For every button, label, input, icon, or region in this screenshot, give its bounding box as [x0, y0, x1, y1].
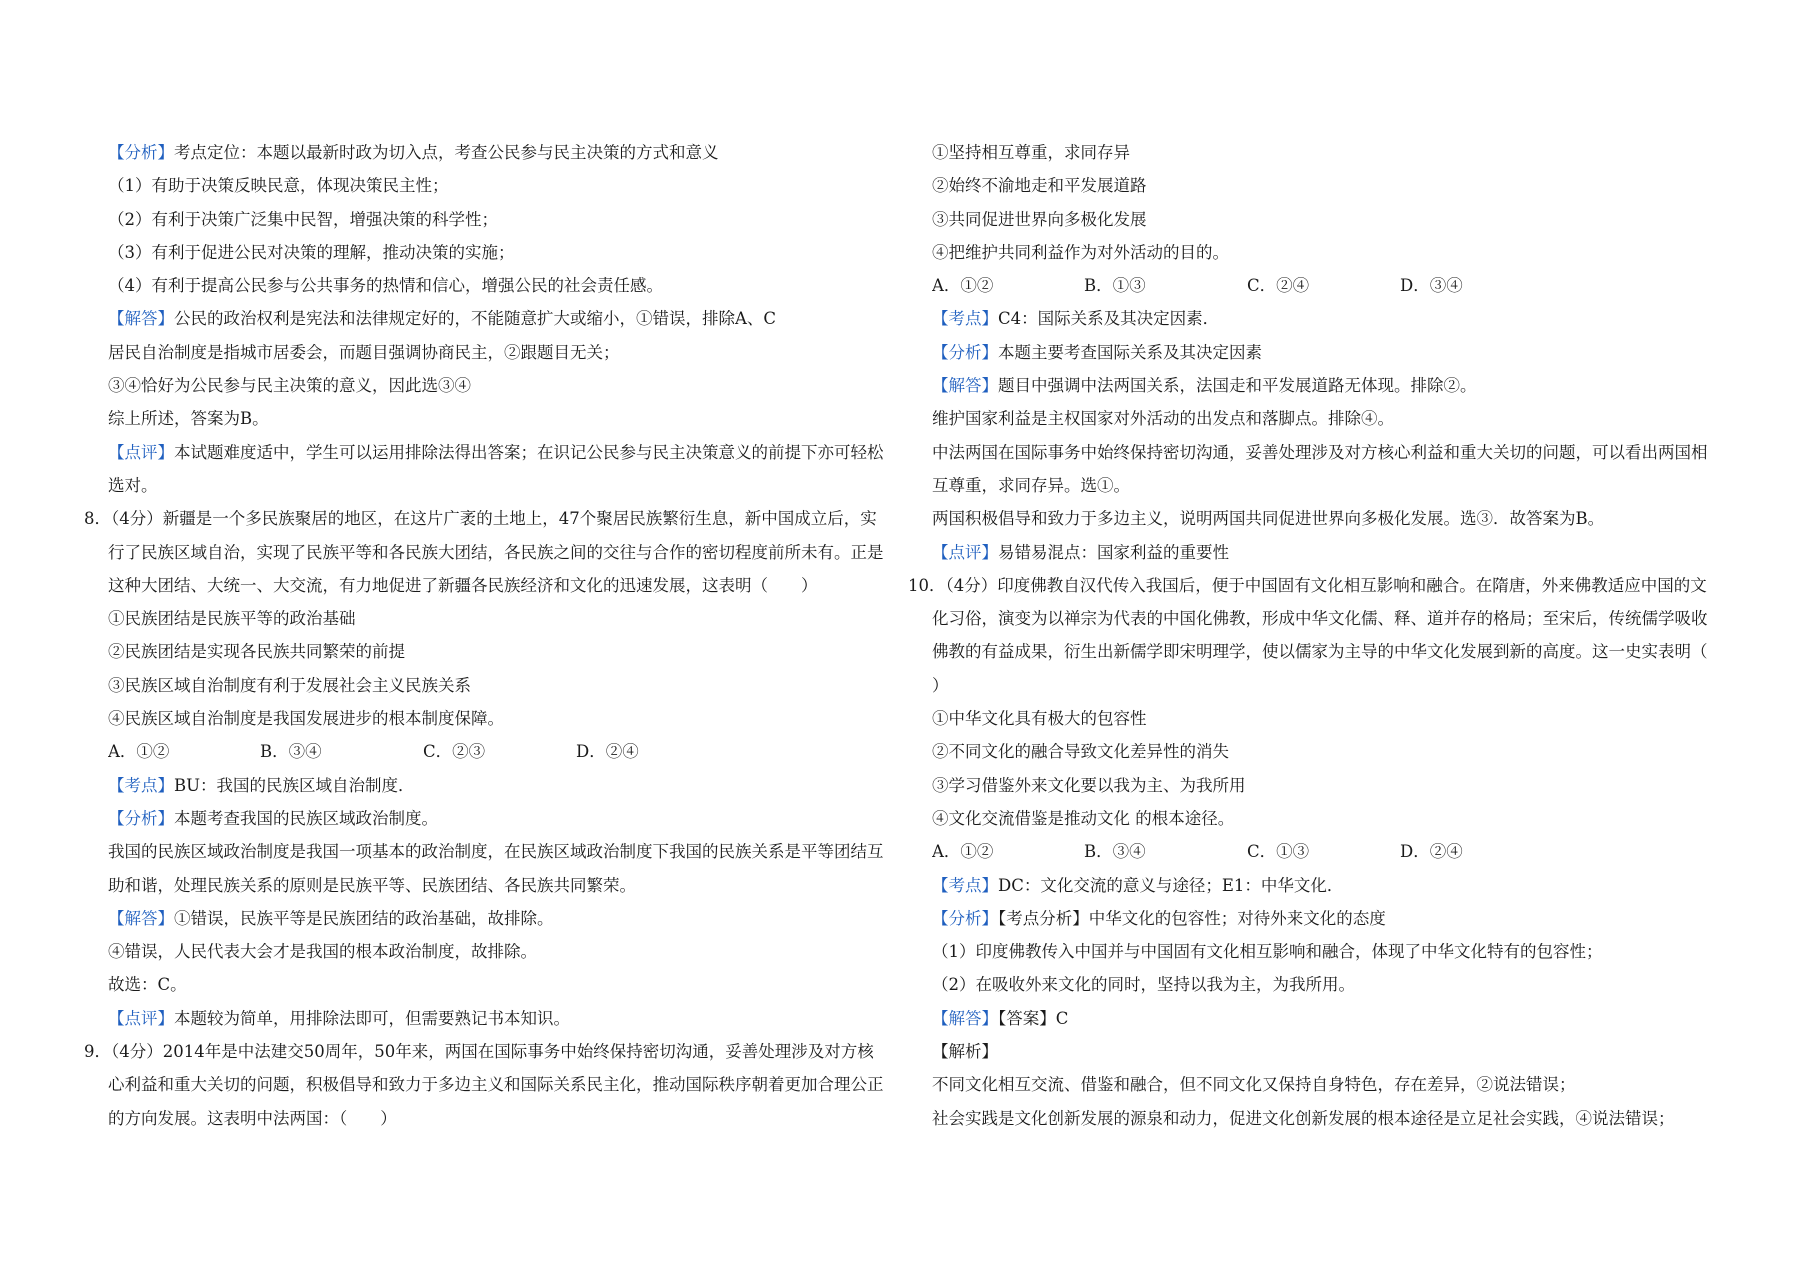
q9-analysis-text: 本题主要考查国际关系及其决定因素	[998, 342, 1262, 362]
tag-comment: 点评	[124, 1008, 158, 1028]
tag-bracket: 】	[981, 908, 998, 928]
tag-bracket: 】	[981, 1008, 998, 1028]
option-a[interactable]: A．①②	[108, 742, 170, 762]
q7-comment-line	[108, 436, 908, 469]
option-b[interactable]: B．③④	[260, 742, 322, 762]
right-column	[908, 136, 1732, 1135]
tag-bracket: 【	[108, 442, 125, 462]
q9-options	[932, 269, 1732, 302]
statement-1: ①民族团结是民族平等的政治基础	[108, 609, 356, 629]
tag-comment: 点评	[948, 542, 982, 562]
tag-bracket: 】	[157, 309, 174, 329]
text-line: 这种大团结、大统一、大交流，有力地促进了新疆各民族经济和文化的迅速发展，这表明（ ）	[108, 575, 818, 595]
tag-kaodian: 考点	[948, 875, 982, 895]
text-line: 两国积极倡导和致力于多边主义，说明两国共同促进世界向多极化发展。选③．故答案为B。	[932, 509, 1605, 529]
text-line: 中法两国在国际事务中始终保持密切沟通，妥善处理涉及对方核心利益和重大关切的问题，可以看出两国相	[932, 442, 1708, 462]
tag-bracket: 【	[108, 143, 125, 162]
q8-answer-line	[108, 902, 908, 935]
q10-answer-text: 【答案】C	[998, 1008, 1069, 1028]
option-b[interactable]: B．③④	[1084, 842, 1146, 862]
tag-bracket: 【	[932, 309, 949, 329]
option-c[interactable]: C．②④	[1247, 276, 1310, 296]
tag-kaodian: 考点	[124, 775, 158, 795]
q10-answer-line	[932, 1002, 1732, 1035]
option-c[interactable]: C．②③	[423, 742, 486, 762]
text-line: ④错误，人民代表大会才是我国的根本政治制度，故排除。	[108, 942, 537, 962]
tag-bracket: 】	[981, 875, 998, 895]
tag-answer: 解答	[948, 1008, 982, 1028]
statement-2: ②民族团结是实现各民族共同繁荣的前提	[108, 642, 405, 662]
text-line: 选对。	[108, 475, 158, 495]
tag-bracket: 【	[932, 908, 949, 928]
text-line: ③④恰好为公民参与民主决策的意义，因此选③④	[108, 376, 471, 396]
tag-analysis: 分析	[124, 143, 158, 162]
tag-answer: 解答	[948, 376, 982, 396]
tag-bracket: 】	[981, 376, 998, 396]
text-line: 心利益和重大关切的问题，积极倡导和致力于多边主义和国际关系民主化，推动国际秩序朝着更加合理公正	[108, 1075, 884, 1095]
tag-bracket: 】	[157, 808, 174, 828]
q8-kaodian-text: BU：我国的民族区域自治制度．	[174, 775, 415, 795]
text-line: 佛教的有益成果，衍生出新儒学即宋明理学，使以儒家为主导的中华文化发展到新的高度。这一史实表明（	[932, 642, 1708, 662]
q9-answer-text: 题目中强调中法两国关系，法国走和平发展道路无体现。排除②。	[998, 376, 1477, 396]
text-line: （2）在吸收外来文化的同时，坚持以我为主，为我所用。	[932, 975, 1355, 995]
tag-bracket: 【	[932, 875, 949, 895]
question-8-stem: 8．（4分）新疆是一个多民族聚居的地区，在这片广袤的土地上，47个聚居民族繁衍生息，新中国成立后，实	[84, 509, 877, 529]
q7-answer-text: 公民的政治权利是宪法和法律规定好的，不能随意扩大或缩小，①错误，排除A、C	[174, 309, 777, 329]
q10-explanation-label: 【解析】	[932, 1042, 998, 1062]
statement-4: ④文化交流借鉴是推动文化 的根本途径。	[932, 808, 1235, 828]
tag-bracket: 】	[981, 542, 998, 562]
text-line: （4）有利于提高公民参与公共事务的热情和信心，增强公民的社会责任感。	[108, 276, 663, 296]
option-a[interactable]: A．①②	[932, 842, 994, 862]
statement-3: ③共同促进世界向多极化发展	[932, 209, 1147, 229]
text-line: 社会实践是文化创新发展的源泉和动力，促进文化创新发展的根本途径是立足社会实践，④说法错误；	[932, 1108, 1675, 1128]
q8-analysis-line	[108, 802, 908, 835]
q10-options	[932, 835, 1732, 868]
q7-answer-line	[108, 302, 908, 335]
q8-analysis-text: 本题考查我国的民族区域政治制度。	[174, 808, 438, 828]
question-9-stem: 9．（4分）2014年是中法建交50周年，50年来，两国在国际事务中始终保持密切沟通，妥善处理涉及对方核	[84, 1042, 874, 1062]
text-line: 维护国家利益是主权国家对外活动的出发点和落脚点。排除④。	[932, 409, 1394, 429]
text-line: （1）有助于决策反映民意，体现决策民主性；	[108, 176, 449, 196]
tag-answer: 解答	[124, 309, 158, 329]
tag-comment: 点评	[124, 442, 158, 462]
option-a[interactable]: A．①②	[932, 276, 994, 296]
q10-kaodian-text: DC：文化交流的意义与途径；E1：中华文化．	[998, 875, 1344, 895]
text-line: 互尊重，求同存异。选①。	[932, 475, 1130, 495]
text-line: ）	[932, 675, 949, 695]
text-line: （2）有利于决策广泛集中民智，增强决策的科学性；	[108, 209, 498, 229]
tag-bracket: 】	[981, 342, 998, 362]
q10-analysis-text: 【考点分析】中华文化的包容性；对待外来文化的态度	[998, 908, 1386, 928]
statement-4: ④把维护共同利益作为对外活动的目的。	[932, 242, 1229, 262]
tag-bracket: 【	[108, 775, 125, 795]
option-d[interactable]: D．②④	[1400, 842, 1463, 862]
tag-bracket: 【	[108, 309, 125, 329]
q10-analysis-line	[932, 902, 1732, 935]
q7-analysis-line	[108, 136, 908, 169]
tag-kaodian: 考点	[948, 309, 982, 329]
left-column	[84, 136, 908, 1135]
tag-bracket: 【	[932, 342, 949, 362]
text-line: 行了民族区域自治，实现了民族平等和各民族大团结，各民族之间的交往与合作的密切程度前所未有。正是	[108, 542, 884, 562]
tag-answer: 解答	[124, 908, 158, 928]
tag-bracket: 】	[157, 143, 174, 162]
tag-bracket: 【	[108, 808, 125, 828]
statement-3: ③学习借鉴外来文化要以我为主、为我所用	[932, 775, 1246, 795]
text-line: 助和谐，处理民族关系的原则是民族平等、民族团结、各民族共同繁荣。	[108, 875, 636, 895]
q8-comment-text: 本题较为简单，用排除法即可，但需要熟记书本知识。	[174, 1008, 570, 1028]
q8-answer-text: ①错误，民族平等是民族团结的政治基础，故排除。	[174, 908, 554, 928]
option-d[interactable]: D．③④	[1400, 276, 1463, 296]
tag-bracket: 【	[932, 376, 949, 396]
tag-bracket: 】	[157, 442, 174, 462]
statement-3: ③民族区域自治制度有利于发展社会主义民族关系	[108, 675, 471, 695]
tag-bracket: 】	[157, 908, 174, 928]
text-line: （3）有利于促进公民对决策的理解，推动决策的实施；	[108, 242, 515, 262]
text-line: 不同文化相互交流、借鉴和融合，但不同文化又保持自身特色，存在差异，②说法错误；	[932, 1075, 1576, 1095]
option-d[interactable]: D．②④	[576, 742, 639, 762]
statement-1: ①中华文化具有极大的包容性	[932, 709, 1147, 729]
q10-kaodian-line	[932, 869, 1732, 902]
tag-analysis: 分析	[948, 908, 982, 928]
tag-bracket: 【	[108, 1008, 125, 1028]
tag-analysis: 分析	[124, 808, 158, 828]
statement-1: ①坚持相互尊重，求同存异	[932, 143, 1130, 162]
statement-2: ②始终不渝地走和平发展道路	[932, 176, 1147, 196]
tag-bracket: 】	[157, 775, 174, 795]
q9-comment-line	[932, 536, 1732, 569]
tag-bracket: 【	[932, 1008, 949, 1028]
tag-analysis: 分析	[948, 342, 982, 362]
q8-options	[108, 735, 908, 768]
text-line: 化习俗，演变为以禅宗为代表的中国化佛教，形成中华文化儒、释、道并存的格局；至宋后，传统儒学吸收	[932, 609, 1708, 629]
text-line: 的方向发展。这表明中法两国：（ ）	[108, 1108, 397, 1128]
option-c[interactable]: C．①③	[1247, 842, 1310, 862]
q9-kaodian-text: C4：国际关系及其决定因素．	[998, 309, 1220, 329]
q7-analysis-text: 考点定位：本题以最新时政为切入点，考查公民参与民主决策的方式和意义	[174, 143, 719, 162]
tag-bracket: 【	[932, 542, 949, 562]
q9-comment-text: 易错易混点：国家利益的重要性	[998, 542, 1229, 562]
text-line: 故选：C。	[108, 975, 187, 995]
text-line: 居民自治制度是指城市居委会，而题目强调协商民主，②跟题目无关；	[108, 342, 620, 362]
q9-analysis-line	[932, 336, 1732, 369]
text-line: （1）印度佛教传入中国并与中国固有文化相互影响和融合，体现了中华文化特有的包容性；	[932, 942, 1603, 962]
statement-4: ④民族区域自治制度是我国发展进步的根本制度保障。	[108, 709, 504, 729]
question-10-stem: 10．（4分）印度佛教自汉代传入我国后，便于中国固有文化相互影响和融合。在隋唐，外来佛教适应中国的文	[908, 575, 1707, 595]
q7-comment-text: 本试题难度适中，学生可以运用排除法得出答案；在识记公民参与民主决策意义的前提下亦可轻松	[174, 442, 884, 462]
text-line: 我国的民族区域政治制度是我国一项基本的政治制度，在民族区域政治制度下我国的民族关系是平等团结互	[108, 842, 884, 862]
q8-comment-line	[108, 1002, 908, 1035]
tag-bracket: 【	[108, 908, 125, 928]
option-b[interactable]: B．①③	[1084, 276, 1146, 296]
text-line: 综上所述，答案为B。	[108, 409, 269, 429]
tag-bracket: 】	[981, 309, 998, 329]
statement-2: ②不同文化的融合导致文化差异性的消失	[932, 742, 1229, 762]
tag-bracket: 】	[157, 1008, 174, 1028]
q8-kaodian-line	[108, 769, 908, 802]
q9-answer-line	[932, 369, 1732, 402]
q9-kaodian-line	[932, 302, 1732, 335]
